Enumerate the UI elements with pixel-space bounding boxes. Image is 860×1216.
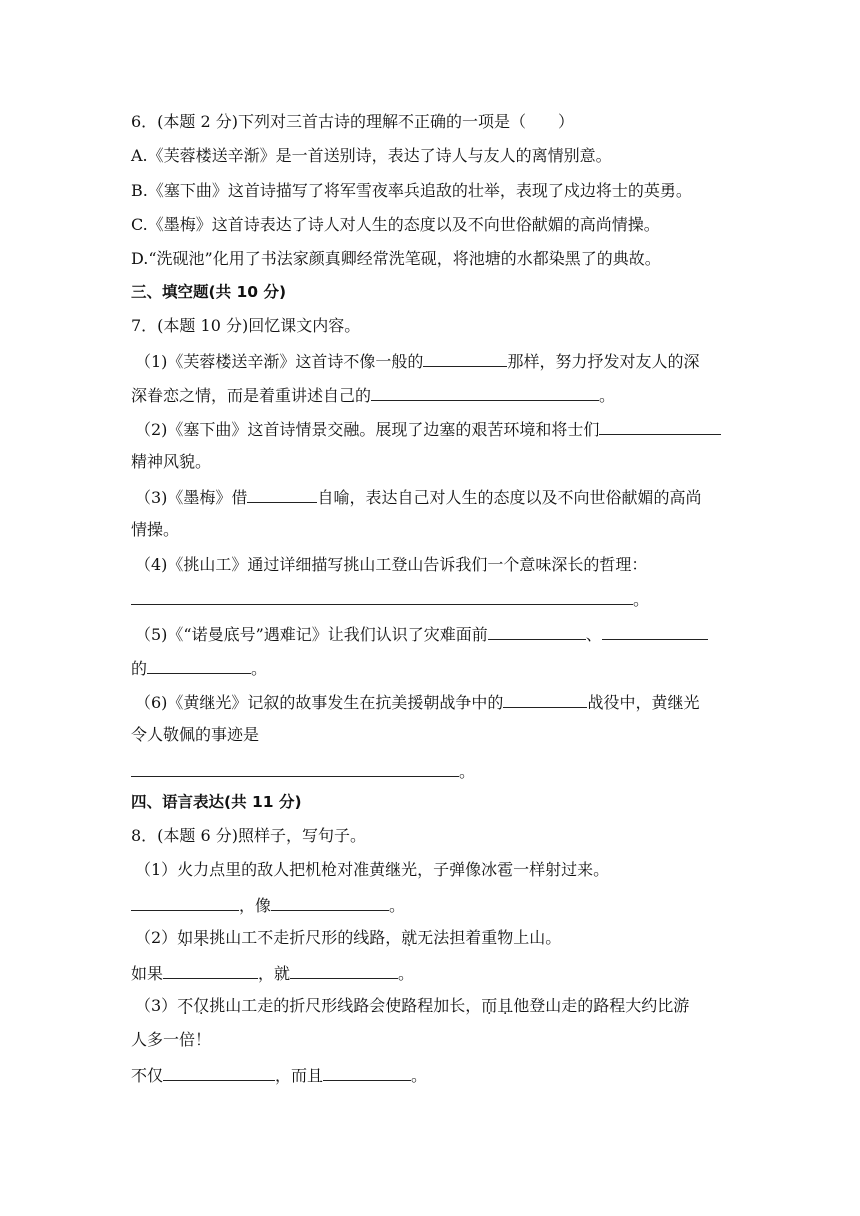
q8-answer-3-text-a: 不仅 xyxy=(131,1066,164,1085)
q8-answer-3 xyxy=(131,1064,427,1086)
q8-example-2 xyxy=(135,928,561,948)
q7-item-6-text-b: 战役中，黄继光 xyxy=(587,693,700,712)
section-3-title: 三、填空题(共 10 分) xyxy=(131,283,287,301)
q7-item-5-line-2 xyxy=(131,657,267,679)
emphasis-char: 且 xyxy=(497,996,514,1015)
q7-item-1-text-b: 那样，努力抒发对友人的深 xyxy=(507,352,700,371)
q7-item-1-text-a: （1)《芙蓉楼送辛渐》这首诗不像一般的 xyxy=(135,352,424,371)
q7-item-2-line-1 xyxy=(135,418,721,440)
q7-item-1-text-c: 深眷恋之情，而是着重讲述自己的 xyxy=(131,386,372,405)
q6-option-d[interactable]: D.“洗砚池”化用了书法家颜真卿经常洗笔砚，将池塘的水都染黑了的典故。 xyxy=(131,249,661,268)
answer-blank[interactable] xyxy=(503,691,587,708)
q7-item-5-text-a: （5)《“诺曼底号”遇难记》让我们认识了灾难面前 xyxy=(135,625,488,644)
q8-answer-3-text-b: ，而且 xyxy=(275,1066,324,1085)
q8-answer-1-text-a: ，像 xyxy=(239,896,272,915)
q7-item-5-line-1 xyxy=(135,623,708,645)
answer-blank[interactable] xyxy=(599,418,721,435)
answer-blank[interactable] xyxy=(423,350,507,367)
q7-stem: 7．(本题 10 分)回忆课文内容。 xyxy=(131,316,361,335)
q7-item-3-line-1 xyxy=(135,486,701,508)
answer-blank[interactable] xyxy=(163,962,258,979)
answer-blank[interactable] xyxy=(163,1064,275,1081)
q8-answer-1-text-b: 。 xyxy=(389,896,406,915)
q6-option-c[interactable]: C.《墨梅》这首诗表达了诗人对人生的态度以及不向世俗献媚的高尚情操。 xyxy=(131,215,660,234)
q8-answer-3-text-c: 。 xyxy=(411,1066,428,1085)
q8-example-2-suffix: 无法担着重物上山。 xyxy=(417,928,562,947)
answer-blank[interactable] xyxy=(271,894,389,911)
q7-item-6-text-d: 。 xyxy=(459,762,476,781)
q8-answer-2-text-a: 如果 xyxy=(131,964,164,983)
q7-item-3-text-a: （3)《墨梅》借 xyxy=(135,488,248,507)
q8-example-1: （1）火力点里的敌人把机枪对准黄继光，子弹像冰雹一样射过来。 xyxy=(135,860,610,879)
answer-blank[interactable] xyxy=(290,962,398,979)
section-4-title: 四、语言表达(共 11 分) xyxy=(131,793,302,811)
q7-item-4-text-b: 。 xyxy=(633,590,650,609)
answer-blank[interactable] xyxy=(247,486,317,503)
emphasis-char: 仅 xyxy=(193,996,210,1015)
emphasis-char: 不 xyxy=(177,996,194,1015)
emphasis-char: 果 xyxy=(193,928,210,947)
answer-blank[interactable] xyxy=(131,894,239,911)
q8-example-2-prefix: （2） xyxy=(135,928,178,947)
q7-item-5-text-b: 、 xyxy=(585,625,602,644)
q8-answer-2 xyxy=(131,962,414,984)
q8-example-2-middle: 挑山工不走折尺形的线路， xyxy=(209,928,402,947)
q6-stem: 6．(本题 2 分)下列对三首古诗的理解不正确的一项是（ ） xyxy=(131,112,575,131)
q7-item-4-line-2 xyxy=(131,588,649,610)
answer-blank[interactable] xyxy=(323,1064,411,1081)
q7-item-5-text-c: 的 xyxy=(131,659,148,678)
q7-item-6-line-1 xyxy=(135,691,699,713)
emphasis-char: 而 xyxy=(481,996,498,1015)
answer-blank[interactable] xyxy=(147,657,251,674)
emphasis-char: 就 xyxy=(401,928,418,947)
answer-blank[interactable] xyxy=(602,623,708,640)
answer-blank[interactable] xyxy=(371,384,599,401)
q7-item-3-text-b: 自喻，表达自己对人生的态度以及不向世俗献媚的高尚 xyxy=(317,488,702,507)
q8-example-3-suffix: 他登山走的路程大约比游 xyxy=(513,996,690,1015)
emphasis-char: 如 xyxy=(177,928,194,947)
q7-item-1-line-1 xyxy=(135,350,699,372)
q7-item-1-line-2 xyxy=(131,384,615,406)
q7-item-6-text-a: （6)《黄继光》记叙的故事发生在抗美援朝战争中的 xyxy=(135,693,504,712)
answer-blank[interactable] xyxy=(488,623,586,640)
q8-example-3-middle: 挑山工走的折尺形线路会使路程加长， xyxy=(209,996,482,1015)
q7-item-3-line-2: 情操。 xyxy=(131,520,180,539)
q8-example-3-prefix: （3） xyxy=(135,996,178,1015)
q8-example-3-line-1 xyxy=(135,996,689,1016)
q7-item-4-line-1: （4)《挑山工》通过详细描写挑山工登山告诉我们一个意味深长的哲理： xyxy=(135,555,648,574)
q7-item-2-line-2: 精神风貌。 xyxy=(131,452,212,471)
q8-stem: 8．(本题 6 分)照样子，写句子。 xyxy=(131,826,367,845)
q7-item-6-line-3 xyxy=(131,760,475,782)
q8-example-3-line-2: 人多一倍！ xyxy=(131,1030,212,1049)
answer-blank[interactable] xyxy=(131,588,633,605)
q7-item-2-text-a: （2)《塞下曲》这首诗情景交融。展现了边塞的艰苦环境和将士们 xyxy=(135,420,600,439)
q7-item-1-text-d: 。 xyxy=(599,386,616,405)
q8-answer-1 xyxy=(131,894,405,916)
q8-answer-2-text-b: ，就 xyxy=(258,964,291,983)
q7-item-5-text-d: 。 xyxy=(251,659,268,678)
q6-option-b[interactable]: B.《塞下曲》这首诗描写了将军雪夜率兵追敌的壮举，表现了戍边将士的英勇。 xyxy=(131,181,692,200)
q6-option-a[interactable]: A.《芙蓉楼送辛渐》是一首送别诗，表达了诗人与友人的离情别意。 xyxy=(131,146,612,165)
q7-item-6-line-2: 令人敬佩的事迹是 xyxy=(131,725,260,744)
answer-blank[interactable] xyxy=(131,760,459,777)
q8-answer-2-text-c: 。 xyxy=(398,964,415,983)
